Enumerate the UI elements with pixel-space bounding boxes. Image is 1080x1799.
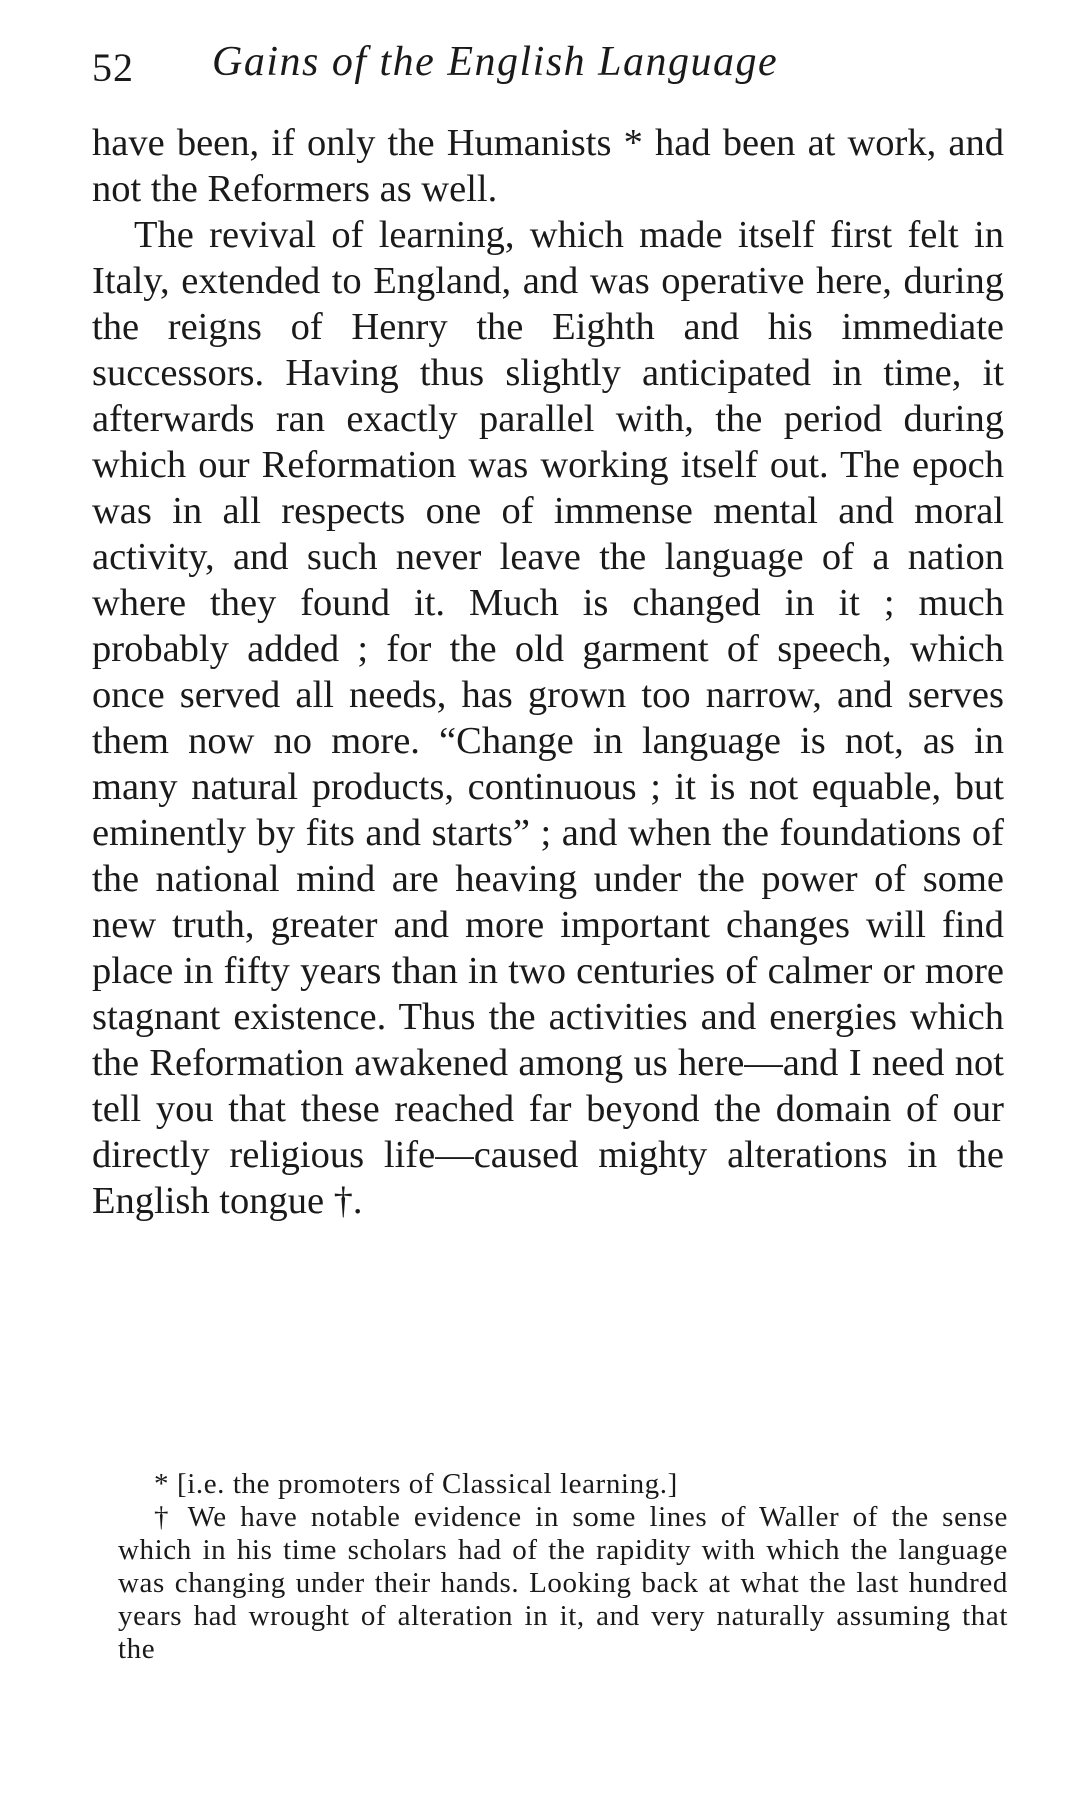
footnotes (118, 1468, 1008, 1666)
paragraph-continuation: have been, if only the Humanists * had been at work, and not the Reformers as well. (92, 122, 1004, 210)
running-title: Gains of the English Language (212, 39, 779, 85)
footnote-dagger: † We have notable evidence in some lines of Waller of the sense which in his time scholars had of the rapidity with which the language was changing under their hands. Looking back at what the last hundred years had wrought of alteration in it, and very naturally assuming that the (118, 1501, 1008, 1665)
running-head (92, 38, 1012, 98)
page-number: 52 (92, 45, 134, 90)
paragraph-revival-of-learning: The revival of learning, which made itself first felt in Italy, extended to England, and was operative here, during the reigns of Henry the Eighth and his immediate successors. Having thus slightly anticipated in time, it afterwards ran exactly parallel with, the period during which our Reformation was working itself out. The epoch was in all respects one of immense mental and moral activity, and such never leave the language of a nation where they found it. Much is changed in it ; much probably added ; for the old garment of speech, which once served all needs, has grown too narrow, and serves them now no more. “Change in language is not, as in many natural products, continuous ; it is not equable, but eminently by fits and starts” ; and when the foundations of the national mind are heaving under the power of some new truth, greater and more important changes will find place in fifty years than in two centuries of calmer or more stagnant existence. Thus the activities and energies which the Reformation awakened among us here—and I need not tell you that these reached far beyond the domain of our directly religious life—caused mighty alterations in the English tongue †. (92, 214, 1004, 1222)
body-text (92, 120, 1004, 1224)
footnote-asterisk: * [i.e. the promoters of Classical learning.] (154, 1468, 678, 1500)
